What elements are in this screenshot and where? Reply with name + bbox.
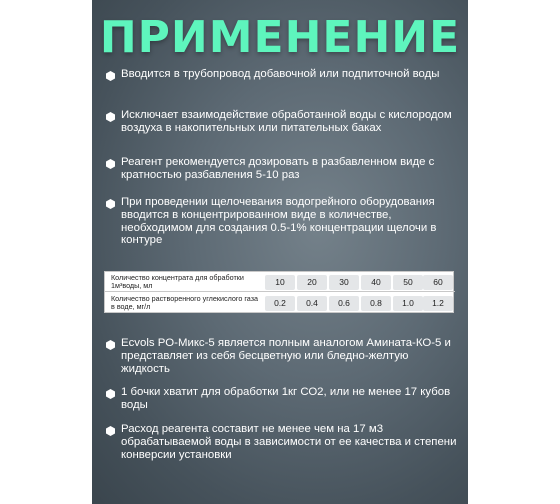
hexagon-bullet-icon — [106, 199, 115, 209]
table-cell: 20 — [297, 275, 327, 290]
table-row-label: Количество концентрата для обработки 1м³воды, мл — [111, 273, 244, 290]
table-row — [105, 272, 455, 292]
table-cell: 60 — [423, 275, 453, 290]
hexagon-bullet-icon — [106, 340, 115, 350]
table-cell: 0.4 — [297, 296, 327, 311]
table-cell: 1.2 — [423, 296, 453, 311]
table-row-label: Количество растворенного углекислого газа в воде, мг/л — [111, 294, 259, 311]
table-cell: 30 — [329, 275, 359, 290]
table-row — [105, 293, 455, 313]
table-cell: 0.8 — [361, 296, 391, 311]
page-title: ПРИМЕНЕНИЕ — [99, 12, 461, 63]
hexagon-bullet-icon — [106, 159, 115, 169]
list-item-text: Исключает взаимодействие обработанной воды с кислородом воздуха в накопительных или питательных баках — [121, 109, 452, 134]
list-item-text: Вводится в трубопровод добавочной или подпиточной воды — [121, 68, 440, 80]
application-card — [92, 0, 468, 504]
list-item-text: Расход реагента составит не менее чем на 17 м3 обрабатываемой воды в зависимости от ее качества и степени конверсии установки — [121, 423, 457, 461]
list-item-text: При проведении щелочевания водогрейного оборудования вводится в концентрированном виде в количестве, необходимом для создания 0.5-1% концентрации щелочи в контуре — [121, 196, 437, 247]
hexagon-bullet-icon — [106, 71, 115, 81]
hexagon-bullet-icon — [106, 112, 115, 122]
hexagon-bullet-icon — [106, 389, 115, 399]
dosage-table — [104, 271, 454, 313]
list-item-text: 1 бочки хватит для обработки 1кг СО2, или не менее 17 кубов воды — [121, 386, 451, 411]
list-item-text: Ecvols PO-Микс-5 является полным аналогом Амината-КО-5 и представляет из себя бесцветную или бледно-желтую жидкость — [121, 337, 451, 375]
table-cell: 10 — [265, 275, 295, 290]
table-cell: 0.6 — [329, 296, 359, 311]
list-item-text: Реагент рекомендуется дозировать в разбавленном виде с кратностью разбавления 5-10 раз — [121, 156, 435, 181]
table-cell: 40 — [361, 275, 391, 290]
table-cell: 0.2 — [265, 296, 295, 311]
hexagon-bullet-icon — [106, 426, 115, 436]
table-cell: 1.0 — [393, 296, 423, 311]
table-cell: 50 — [393, 275, 423, 290]
